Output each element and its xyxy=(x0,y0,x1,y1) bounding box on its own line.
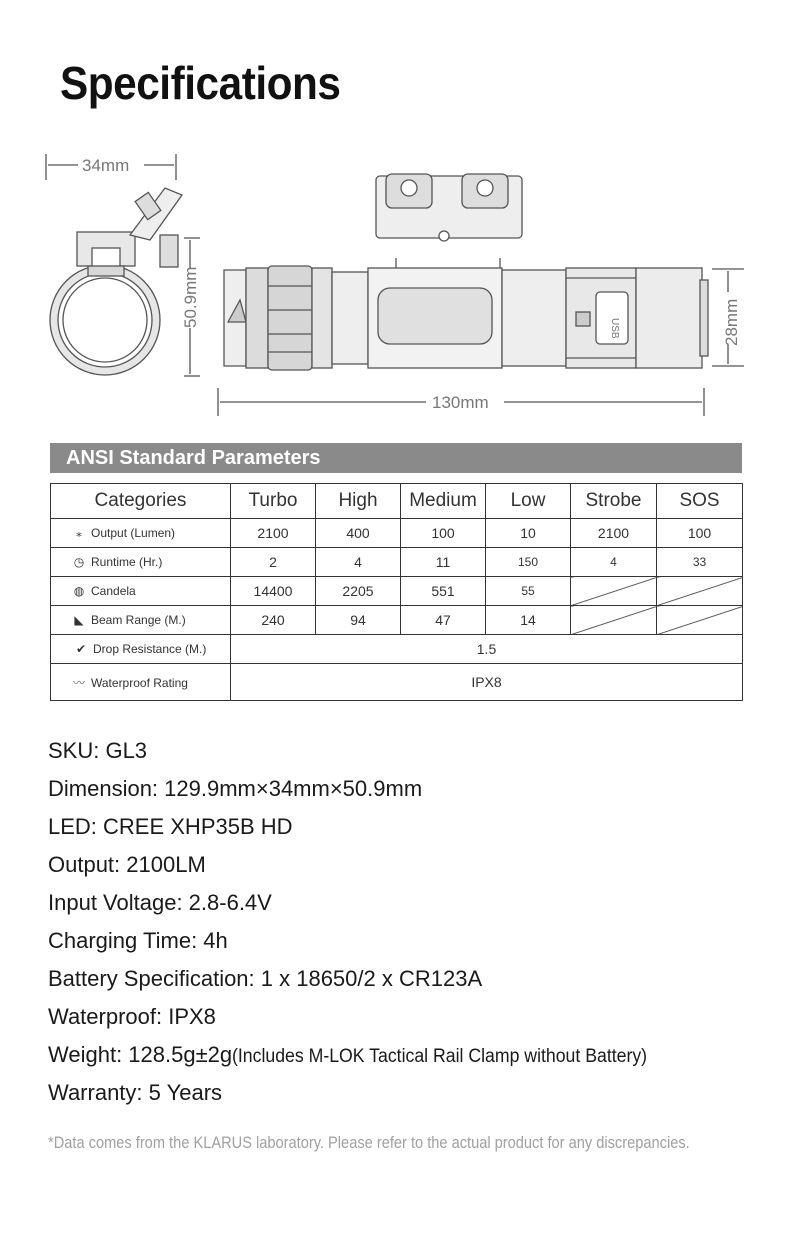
table-cell: 2100 xyxy=(231,519,316,548)
table-cell: 551 xyxy=(401,577,486,606)
table-row-beam-range xyxy=(51,606,743,635)
row-label-candela xyxy=(51,577,231,606)
head-diameter-label: 28mm xyxy=(722,298,741,346)
runtime-label-text: Runtime (Hr.) xyxy=(91,555,163,569)
front-view xyxy=(46,154,200,376)
weight-value: Weight: 128.5g±2g xyxy=(48,1042,233,1067)
empty-slashed-cell xyxy=(657,606,743,635)
drop-check-icon: ✔ xyxy=(75,642,87,656)
side-view xyxy=(218,174,744,416)
spec-charging: Charging Time: 4h xyxy=(48,928,228,953)
table-cell: 100 xyxy=(657,519,743,548)
table-cell: 400 xyxy=(316,519,401,548)
header-sos: SOS xyxy=(657,484,743,519)
table-row-drop xyxy=(51,635,743,664)
table-cell: 55 xyxy=(486,577,571,606)
table-cell: 240 xyxy=(231,606,316,635)
spec-list xyxy=(48,735,678,1115)
target-icon: ◍ xyxy=(73,584,85,598)
header-medium: Medium xyxy=(401,484,486,519)
usb-port-label: USB xyxy=(609,318,620,339)
spec-sku: SKU: GL3 xyxy=(48,738,148,763)
spec-waterproof: Waterproof: IPX8 xyxy=(48,1004,216,1029)
drop-label-text: Drop Resistance (M.) xyxy=(93,642,207,656)
table-row-output xyxy=(51,519,743,548)
table-cell: 47 xyxy=(401,606,486,635)
footnote: *Data comes from the KLARUS laboratory. Please refer to the actual product for any discrepancies. xyxy=(48,1133,690,1152)
spec-weight xyxy=(48,1039,678,1077)
table-cell: 100 xyxy=(401,519,486,548)
header-turbo: Turbo xyxy=(231,484,316,519)
table-cell: 2100 xyxy=(571,519,657,548)
empty-slashed-cell xyxy=(571,606,657,635)
row-label-drop xyxy=(51,635,231,664)
table-cell: 2205 xyxy=(316,577,401,606)
water-icon: 〰 xyxy=(72,675,85,690)
table-row-waterproof xyxy=(51,664,743,701)
table-cell: 94 xyxy=(316,606,401,635)
header-strobe: Strobe xyxy=(571,484,657,519)
width-dimension-label: 34mm xyxy=(82,156,130,175)
table-header-row xyxy=(51,484,743,519)
row-label-output xyxy=(51,519,231,548)
table-cell: 14 xyxy=(486,606,571,635)
length-dimension-label: 130mm xyxy=(432,393,489,412)
table-row-candela xyxy=(51,577,743,606)
header-low: Low xyxy=(486,484,571,519)
spec-battery: Battery Specification: 1 x 18650/2 x CR123A xyxy=(48,966,483,991)
page-title: Specifications xyxy=(60,57,341,109)
spec-dimension: Dimension: 129.9mm×34mm×50.9mm xyxy=(48,776,423,801)
table-cell: 4 xyxy=(316,548,401,577)
table-cell: 1.5 xyxy=(231,635,743,664)
empty-slashed-cell xyxy=(571,577,657,606)
empty-slashed-cell xyxy=(657,577,743,606)
waterproof-label-text: Waterproof Rating xyxy=(91,675,188,690)
weight-note: (Includes M-LOK Tactical Rail Clamp without Battery) xyxy=(232,1046,648,1067)
beam-icon: ◣ xyxy=(74,613,84,627)
spec-voltage: Input Voltage: 2.8-6.4V xyxy=(48,890,272,915)
header-categories: Categories xyxy=(51,484,231,519)
table-cell: 150 xyxy=(486,548,571,577)
spec-output: Output: 2100LM xyxy=(48,852,206,877)
table-cell: IPX8 xyxy=(231,664,743,701)
table-cell: 4 xyxy=(571,548,657,577)
table-row-runtime xyxy=(51,548,743,577)
spec-warranty: Warranty: 5 Years xyxy=(48,1080,223,1105)
product-dimension-drawing xyxy=(0,140,790,430)
table-cell: 10 xyxy=(486,519,571,548)
table-cell: 11 xyxy=(401,548,486,577)
output-label-text: Output (Lumen) xyxy=(91,526,176,540)
ansi-banner: ANSI Standard Parameters xyxy=(50,443,742,473)
row-label-waterproof xyxy=(51,664,231,701)
spec-led: LED: CREE XHP35B HD xyxy=(48,814,293,839)
row-label-runtime xyxy=(51,548,231,577)
light-rays-icon: ⁎ xyxy=(76,526,82,540)
clock-icon: ◷ xyxy=(73,555,85,569)
table-cell: 2 xyxy=(231,548,316,577)
beam-label-text: Beam Range (M.) xyxy=(91,613,186,627)
height-dimension-label: 50.9mm xyxy=(181,266,200,328)
table-cell: 14400 xyxy=(231,577,316,606)
ansi-parameters-table xyxy=(50,483,743,701)
header-high: High xyxy=(316,484,401,519)
table-cell: 33 xyxy=(657,548,743,577)
row-label-beam xyxy=(51,606,231,635)
candela-label-text: Candela xyxy=(91,584,136,598)
